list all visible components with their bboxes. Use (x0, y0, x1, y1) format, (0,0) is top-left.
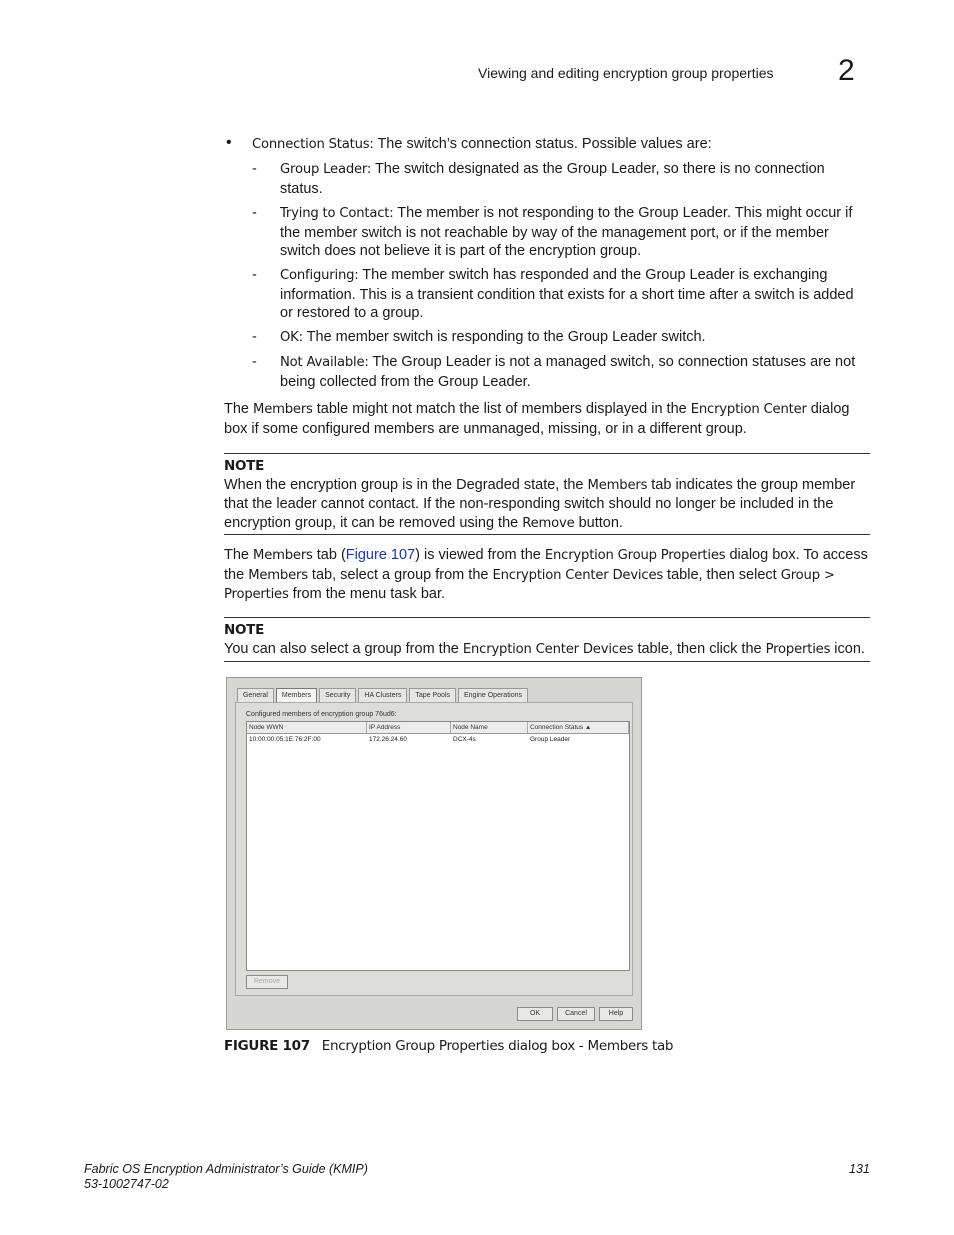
tab-ha-clusters[interactable]: HA Clusters (358, 688, 407, 702)
column-header-node-wwn[interactable]: Node WWN (247, 722, 367, 733)
column-header-ip-address[interactable]: IP Address (367, 722, 451, 733)
text: table, then select (663, 566, 781, 583)
footer-doc-info (84, 1162, 368, 1192)
term: Trying to Contact: (280, 206, 394, 221)
page-number: 131 (849, 1162, 870, 1176)
tab-general[interactable]: General (237, 688, 274, 702)
desc: The member is not responding to the Group Leader. This might occur if the member switch is not reachable by way of the management port, or if the member switch does not believe it is part of the encryption group. (280, 205, 853, 260)
text: table might not match the list of members displayed in the (312, 401, 691, 417)
help-button[interactable]: Help (599, 1007, 633, 1021)
connection-status-item (252, 135, 872, 155)
text: dialog box. To access the (224, 547, 868, 583)
note-rule-bottom (224, 661, 870, 662)
text: When the encryption group is in the Degraded state, the (224, 476, 588, 493)
column-header-connection-status[interactable]: Connection Status ▲ (528, 722, 629, 733)
footer-doc-id: 53-1002747-02 (84, 1177, 169, 1191)
dash-icon: - (252, 161, 257, 177)
desc: The switch designated as the Group Leader, so there is no connection status. (280, 161, 825, 197)
list-item (280, 266, 870, 323)
term: Encryption Center Devices (492, 567, 664, 583)
list-item (280, 204, 870, 261)
chapter-number: 2 (838, 54, 855, 87)
tab-security[interactable]: Security (319, 688, 356, 702)
members-table (246, 721, 630, 971)
text: You can also select a group from the (224, 640, 463, 657)
figure-title: Encryption Group Properties dialog box - Members tab (321, 1038, 674, 1054)
text: button. (574, 514, 623, 531)
figure-caption (224, 1038, 673, 1054)
note-heading: NOTE (224, 458, 265, 474)
desc: The member switch has responded and the Group Leader is exchanging information. This is a transient condition that exists for a short time after a switch is added or restored to a group. (280, 267, 854, 322)
note-properties-icon (224, 621, 872, 659)
table-header (247, 722, 629, 734)
term: Encryption Center (690, 402, 807, 417)
text: ) is viewed from the (415, 547, 545, 563)
text: dialog box if some configured members are unmanaged, missing, or in a different group. (224, 401, 850, 437)
desc: The member switch is responding to the Group Leader switch. (302, 329, 706, 345)
note-heading: NOTE (224, 622, 265, 638)
term: Configuring: (280, 268, 359, 283)
group-caption: Configured members of encryption group 76ud6: (246, 711, 397, 718)
ok-button[interactable]: OK (517, 1007, 553, 1021)
note-rule-top (224, 617, 870, 618)
tab-engine-operations[interactable]: Engine Operations (458, 688, 528, 702)
text: tab, select a group from the (307, 566, 493, 583)
tab-bar (237, 688, 530, 702)
text: table, then click the (633, 640, 766, 657)
cell-connection-status: Group Leader (530, 736, 571, 743)
encryption-group-properties-dialog (226, 677, 642, 1030)
dash-icon: - (252, 329, 257, 345)
figure-label: FIGURE 107 (224, 1038, 310, 1054)
cell-node-wwn: 10:00:00:05:1E:76:2F:00 (249, 736, 321, 743)
cell-node-name: DCX-4s (453, 736, 476, 743)
text: from the menu task bar. (288, 586, 446, 603)
footer-doc-title: Fabric OS Encryption Administrator’s Guide (KMIP) (84, 1162, 368, 1176)
term: Group Leader: (280, 162, 372, 177)
text: tab ( (312, 547, 346, 563)
running-header-title: Viewing and editing encryption group properties (478, 65, 774, 81)
note-rule-bottom (224, 534, 870, 535)
desc: The switch’s connection status. Possible values are: (373, 136, 712, 152)
note-rule-top (224, 453, 870, 454)
dash-icon: - (252, 205, 257, 221)
term: Remove (522, 515, 575, 531)
term: Members (248, 567, 308, 583)
members-tab-panel (235, 702, 633, 996)
text: The (224, 401, 254, 417)
cancel-button[interactable]: Cancel (557, 1007, 595, 1021)
term: Properties (765, 641, 831, 657)
figure-link[interactable]: Figure 107 (345, 547, 416, 563)
term: Members (587, 477, 648, 493)
remove-button[interactable]: Remove (246, 975, 288, 989)
term: Not Available: (280, 355, 369, 370)
list-item (280, 160, 870, 198)
text: The (224, 547, 254, 563)
text: tab indicates the group member that the leader cannot contact. If the non-responding switch should no longer be included in the encryption group, it can be removed using the (224, 476, 856, 531)
tab-tape-pools[interactable]: Tape Pools (409, 688, 456, 702)
cell-ip-address: 172.26.24.60 (369, 736, 407, 743)
term: Encryption Group Properties (544, 548, 726, 563)
bullet-icon: • (226, 134, 232, 151)
list-item (280, 328, 870, 348)
desc: The Group Leader is not a managed switch, so connection statuses are not being collected from the Group Leader. (280, 354, 856, 390)
text: icon. (830, 640, 865, 657)
tab-members[interactable]: Members (276, 688, 317, 702)
term: Members (253, 548, 313, 563)
term: Connection Status: (252, 137, 374, 152)
members-tab-paragraph (224, 546, 872, 605)
term: Group > Properties (224, 567, 835, 603)
dash-icon: - (252, 267, 257, 283)
table-row[interactable] (247, 734, 629, 745)
list-item (280, 353, 870, 391)
term: Members (253, 402, 313, 417)
term: OK: (280, 330, 303, 345)
term: Encryption Center Devices (462, 641, 634, 657)
dash-icon: - (252, 354, 257, 370)
members-table-paragraph (224, 400, 872, 438)
note-degraded (224, 457, 872, 533)
column-header-node-name[interactable]: Node Name (451, 722, 528, 733)
